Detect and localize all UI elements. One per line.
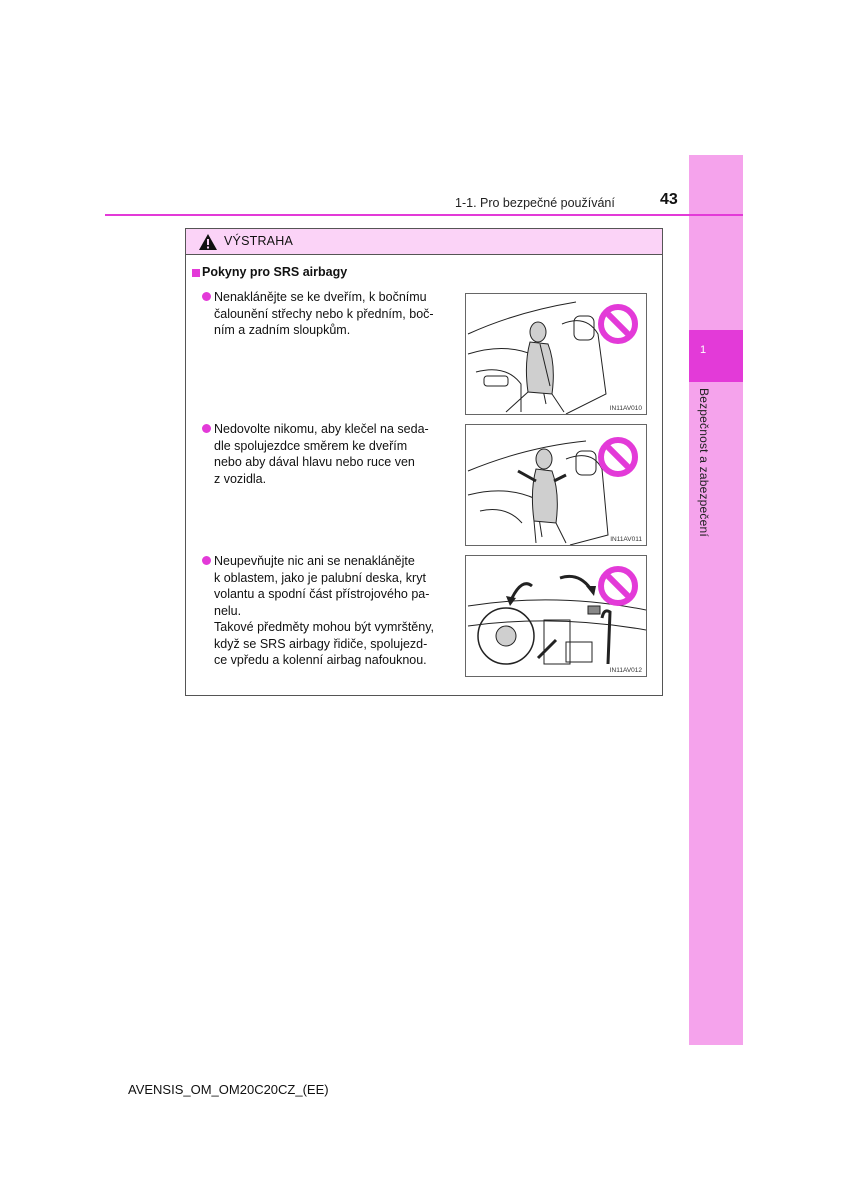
warning-triangle-icon [198,233,218,251]
square-bullet-icon [192,269,200,277]
bullet-dot-icon [202,424,211,433]
illustration-lean-on-door [465,293,647,415]
image-code: IN11AV011 [610,536,642,543]
section-title: 1-1. Pro bezpečné používání [455,196,615,210]
warning-box [185,228,663,696]
illustration-dashboard-objects [465,555,647,677]
list-item [202,421,454,487]
chapter-tab-active-marker[interactable] [689,330,743,382]
chapter-side-tab [689,155,743,1045]
bullet-dot-icon [202,556,211,565]
list-item-text: Nenaklánějte se ke dveřím, k bočnímu čalounění střechy nebo k předním, boč- ním a zadním sloupkům. [214,290,434,337]
bullet-dot-icon [202,292,211,301]
chapter-title: Bezpečnost a zabezpečení [697,388,711,537]
chapter-number: 1 [700,344,707,356]
image-code: IN11AV010 [609,405,642,412]
page-number: 43 [660,191,678,208]
prohibition-icon [466,425,647,546]
list-item-text: Neupevňujte nic ani se nenaklánějte k oblastem, jako je palubní deska, kryt volantu a spodní část přístrojového pa- nelu. Takové předměty mohou být vymrštěny, když se SRS airbagy řidiče, spolujezd- ce vpředu a kolenní airbag nafouknou. [214,554,434,667]
warning-subheading: Pokyny pro SRS airbagy [202,265,348,279]
prohibition-icon [466,556,647,677]
warning-header [186,229,662,255]
list-item [202,553,454,669]
prohibition-icon [466,294,647,415]
header-rule [105,214,743,216]
warning-title: VÝSTRAHA [224,234,293,248]
image-code: IN11AV012 [609,667,642,674]
list-item [202,289,454,339]
document-code: AVENSIS_OM_OM20C20CZ_(EE) [128,1082,329,1097]
list-item-text: Nedovolte nikomu, aby klečel na seda- dle spolujezdce směrem ke dveřím nebo aby dával hlavu nebo ruce ven z vozidla. [214,422,429,486]
illustration-kneeling-on-seat [465,424,647,546]
